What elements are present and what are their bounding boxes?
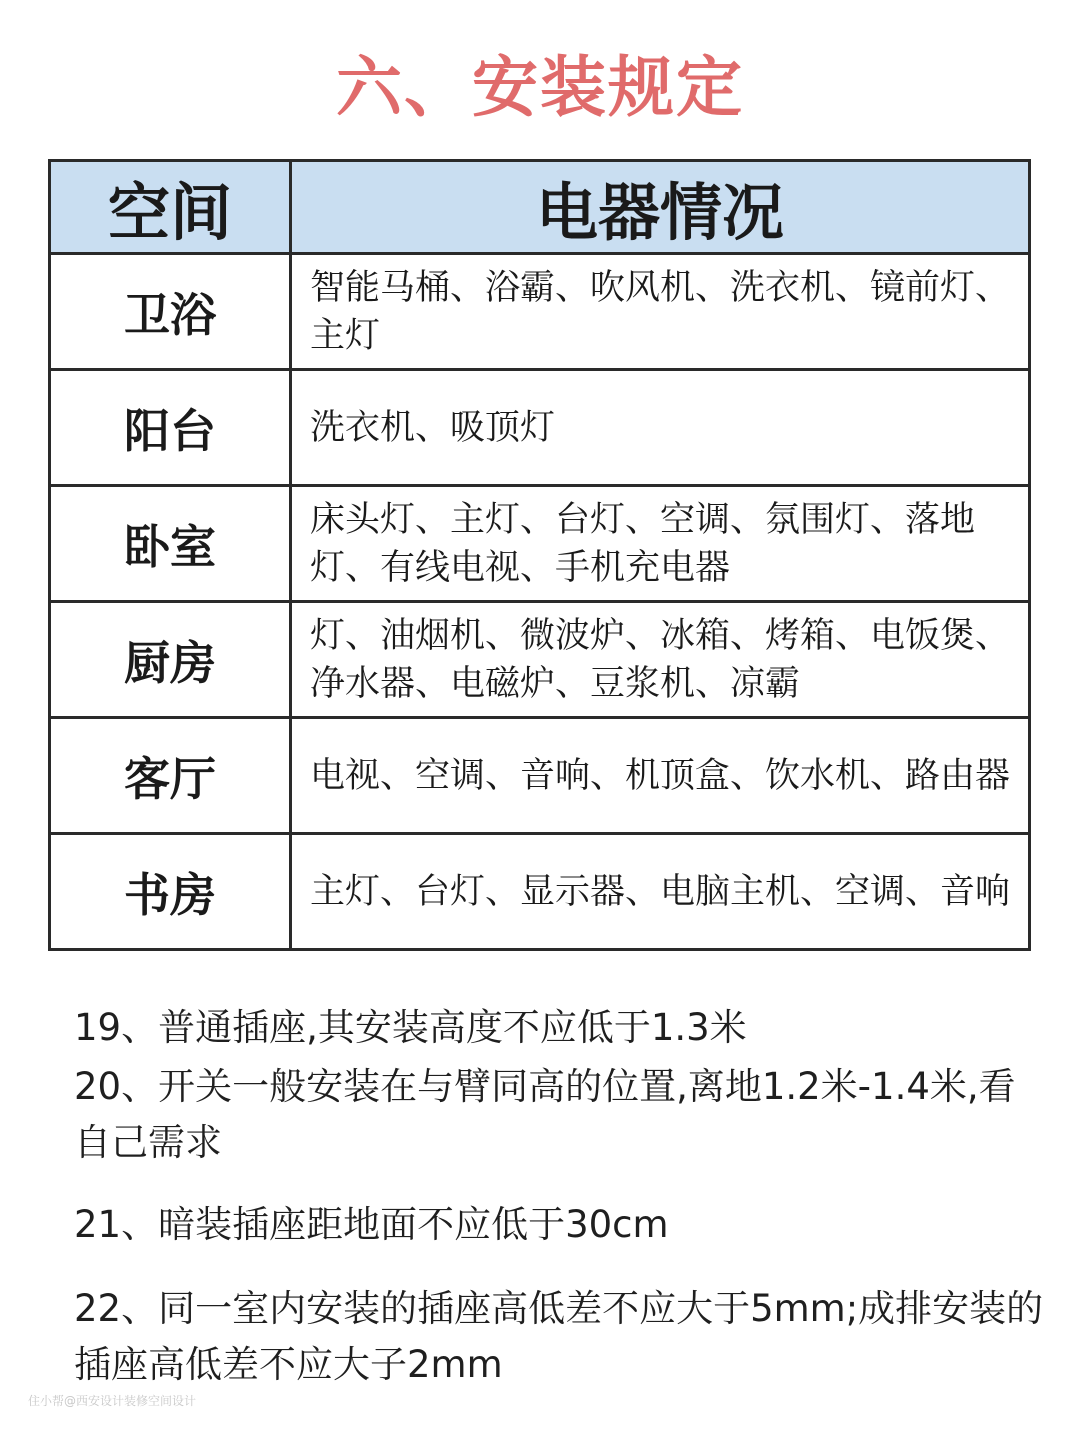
notes-section	[74, 1000, 1044, 1393]
table-row	[50, 370, 1030, 486]
header-devices: 电器情况	[291, 161, 1030, 254]
table-row	[50, 718, 1030, 834]
devices-cell: 洗衣机、吸顶灯	[291, 370, 1030, 486]
page-title: 六、安装规定	[336, 49, 744, 126]
space-cell: 卧室	[50, 486, 291, 602]
table-row	[50, 254, 1030, 370]
note-item: 21、暗装插座距地面不应低于30cm	[74, 1203, 669, 1246]
devices-cell: 主灯、台灯、显示器、电脑主机、空调、音响	[291, 834, 1030, 950]
table-header-row	[50, 161, 1030, 254]
appliance-table	[48, 159, 1031, 951]
space-cell: 书房	[50, 834, 291, 950]
watermark: 住小帮@西安设计装修空间设计	[28, 1394, 197, 1408]
table-row	[50, 602, 1030, 718]
table-row	[50, 834, 1030, 950]
devices-cell: 智能马桶、浴霸、吹风机、洗衣机、镜前灯、主灯	[291, 254, 1030, 370]
devices-cell: 床头灯、主灯、台灯、空调、氛围灯、落地灯、有线电视、手机充电器	[291, 486, 1030, 602]
space-cell: 阳台	[50, 370, 291, 486]
space-cell: 厨房	[50, 602, 291, 718]
note-item: 19、普通插座,其安装高度不应低于1.3米	[74, 1006, 747, 1049]
space-cell: 卫浴	[50, 254, 291, 370]
table-row	[50, 486, 1030, 602]
space-cell: 客厅	[50, 718, 291, 834]
devices-cell: 灯、油烟机、微波炉、冰箱、烤箱、电饭煲、净水器、电磁炉、豆浆机、凉霸	[291, 602, 1030, 718]
header-space: 空间	[50, 161, 291, 254]
devices-cell: 电视、空调、音响、机顶盒、饮水机、路由器	[291, 718, 1030, 834]
note-item: 22、同一室内安装的插座高低差不应大于5mm;成排安装的插座高低差不应大子2mm	[74, 1287, 1044, 1386]
note-item: 20、开关一般安装在与臂同高的位置,离地1.2米-1.4米,看自己需求	[74, 1065, 1016, 1164]
